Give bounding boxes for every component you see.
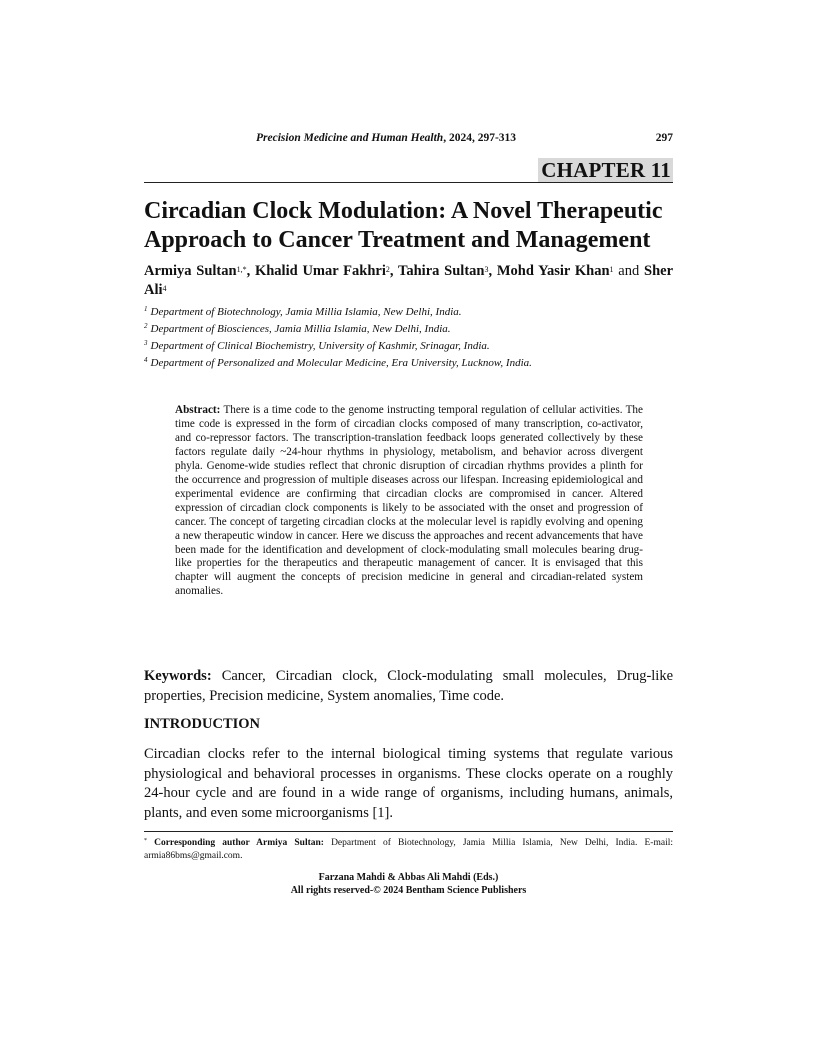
- author-affiliation-marker: 2: [385, 265, 390, 274]
- affiliation-number: 2: [144, 322, 148, 330]
- affiliation-item: [144, 338, 673, 355]
- author-separator: ,: [389, 263, 399, 279]
- author-separator: ,: [488, 263, 497, 279]
- author-name: Tahira Sultan: [398, 263, 485, 279]
- affiliation-text: Department of Biotechnology, Jamia Millia Islamia, New Delhi, India.: [150, 306, 462, 318]
- editors-line: Farzana Mahdi & Abbas Ali Mahdi (Eds.): [318, 872, 499, 883]
- affiliation-text: Department of Personalized and Molecular Medicine, Era University, Lucknow, India.: [150, 357, 532, 369]
- keywords-text: Cancer, Circadian clock, Clock-modulating small molecules, Drug-like properties, Precision medicine, System anomalies, Time code.: [144, 668, 674, 704]
- copyright-line: All rights reserved-© 2024 Bentham Science Publishers: [290, 885, 527, 896]
- abstract-text: There is a time code to the genome instructing temporal regulation of cellular activities. The time code is expressed in the form of circadian clocks composed of many transcription, co-activator, and co-repressor factors. The transcription-translation feedback loops generated collectively by these factors regulate daily ~24-hour rhythms in physiology, metabolism, and behavior across divergent phyla. Genome-wide studies reflect that chronic disruption of circadian rhythms provides a plinth for the occurrence and progression of multiple diseases across our lifespan. Increasing epidemiological and experimental evidence are confirming that circadian clocks are compromised in cancer. Altered expression of circadian clock components is likely to be associated with the onset and progression of cancer. The concept of targeting circadian clocks at the molecular level is rapidly evolving and opening a new therapeutic window in cancer. Here we discuss the approaches and recent advancements that have been made for the identification and development of clock-modulating small molecules bearing drug-like properties for the therapeutics and therapeutic management of cancer. It is envisaged that this chapter will augment the concepts of precision medicine in general and circadian-related system anomalies.: [175, 404, 643, 598]
- running-head: [144, 132, 673, 148]
- footnote-marker: *: [144, 838, 147, 844]
- chapter-title: Circadian Clock Modulation: A Novel Therapeutic Approach to Cancer Treatment and Management: [144, 198, 663, 253]
- author-list: [144, 262, 673, 300]
- footnote-text: Department of Biotechnology, Jamia Millia Islamia, New Delhi, India. E-mail: armia86bms@gmail.com.: [144, 838, 673, 861]
- page-number: 297: [655, 132, 673, 144]
- affiliation-list: [144, 304, 673, 372]
- author-name: Mohd Yasir Khan: [496, 263, 610, 279]
- affiliation-item: [144, 304, 673, 321]
- journal-citation: [256, 132, 516, 144]
- author-affiliation-marker: 3: [484, 265, 489, 274]
- author-name: Sher Ali: [144, 263, 673, 298]
- affiliation-item: [144, 355, 673, 372]
- footnote-label: Corresponding author Armiya Sultan:: [154, 838, 324, 848]
- author-affiliation-marker: 1,*: [236, 265, 247, 274]
- journal-name: Precision Medicine and Human Health: [256, 132, 444, 144]
- affiliation-number: 4: [144, 356, 148, 364]
- introduction-paragraph: Circadian clocks refer to the internal biological timing systems that regulate various physiological and behavioral processes in organisms. These clocks operate on a roughly 24-hour cycle and are found in a wide range of organisms, including humans, animals, plants, and even some microorganisms [1].: [144, 746, 673, 821]
- author-separator: ,: [246, 263, 255, 279]
- footnote: [144, 831, 673, 863]
- author-name: Khalid Umar Fakhri: [254, 263, 386, 279]
- section-heading-introduction: INTRODUCTION: [144, 716, 261, 732]
- author-affiliation-marker: 1: [609, 265, 614, 274]
- abstract: [175, 404, 643, 599]
- author-name: Armiya Sultan: [144, 263, 237, 279]
- chapter-header: [144, 158, 673, 183]
- author-affiliation-marker: 4: [162, 284, 167, 293]
- keywords: [144, 666, 673, 706]
- affiliation-number: 3: [144, 339, 148, 347]
- abstract-label: Abstract:: [175, 404, 221, 416]
- chapter-label: CHAPTER 11: [538, 158, 673, 182]
- affiliation-item: [144, 321, 673, 338]
- affiliation-text: Department of Biosciences, Jamia Millia Islamia, New Delhi, India.: [150, 323, 451, 335]
- keywords-label: Keywords:: [144, 668, 212, 684]
- affiliation-number: 1: [144, 305, 148, 313]
- editors-block: [144, 871, 673, 897]
- author-conjunction: and: [618, 263, 640, 279]
- journal-details: , 2024, 297-313: [443, 132, 517, 144]
- affiliation-text: Department of Clinical Biochemistry, University of Kashmir, Srinagar, India.: [150, 340, 490, 352]
